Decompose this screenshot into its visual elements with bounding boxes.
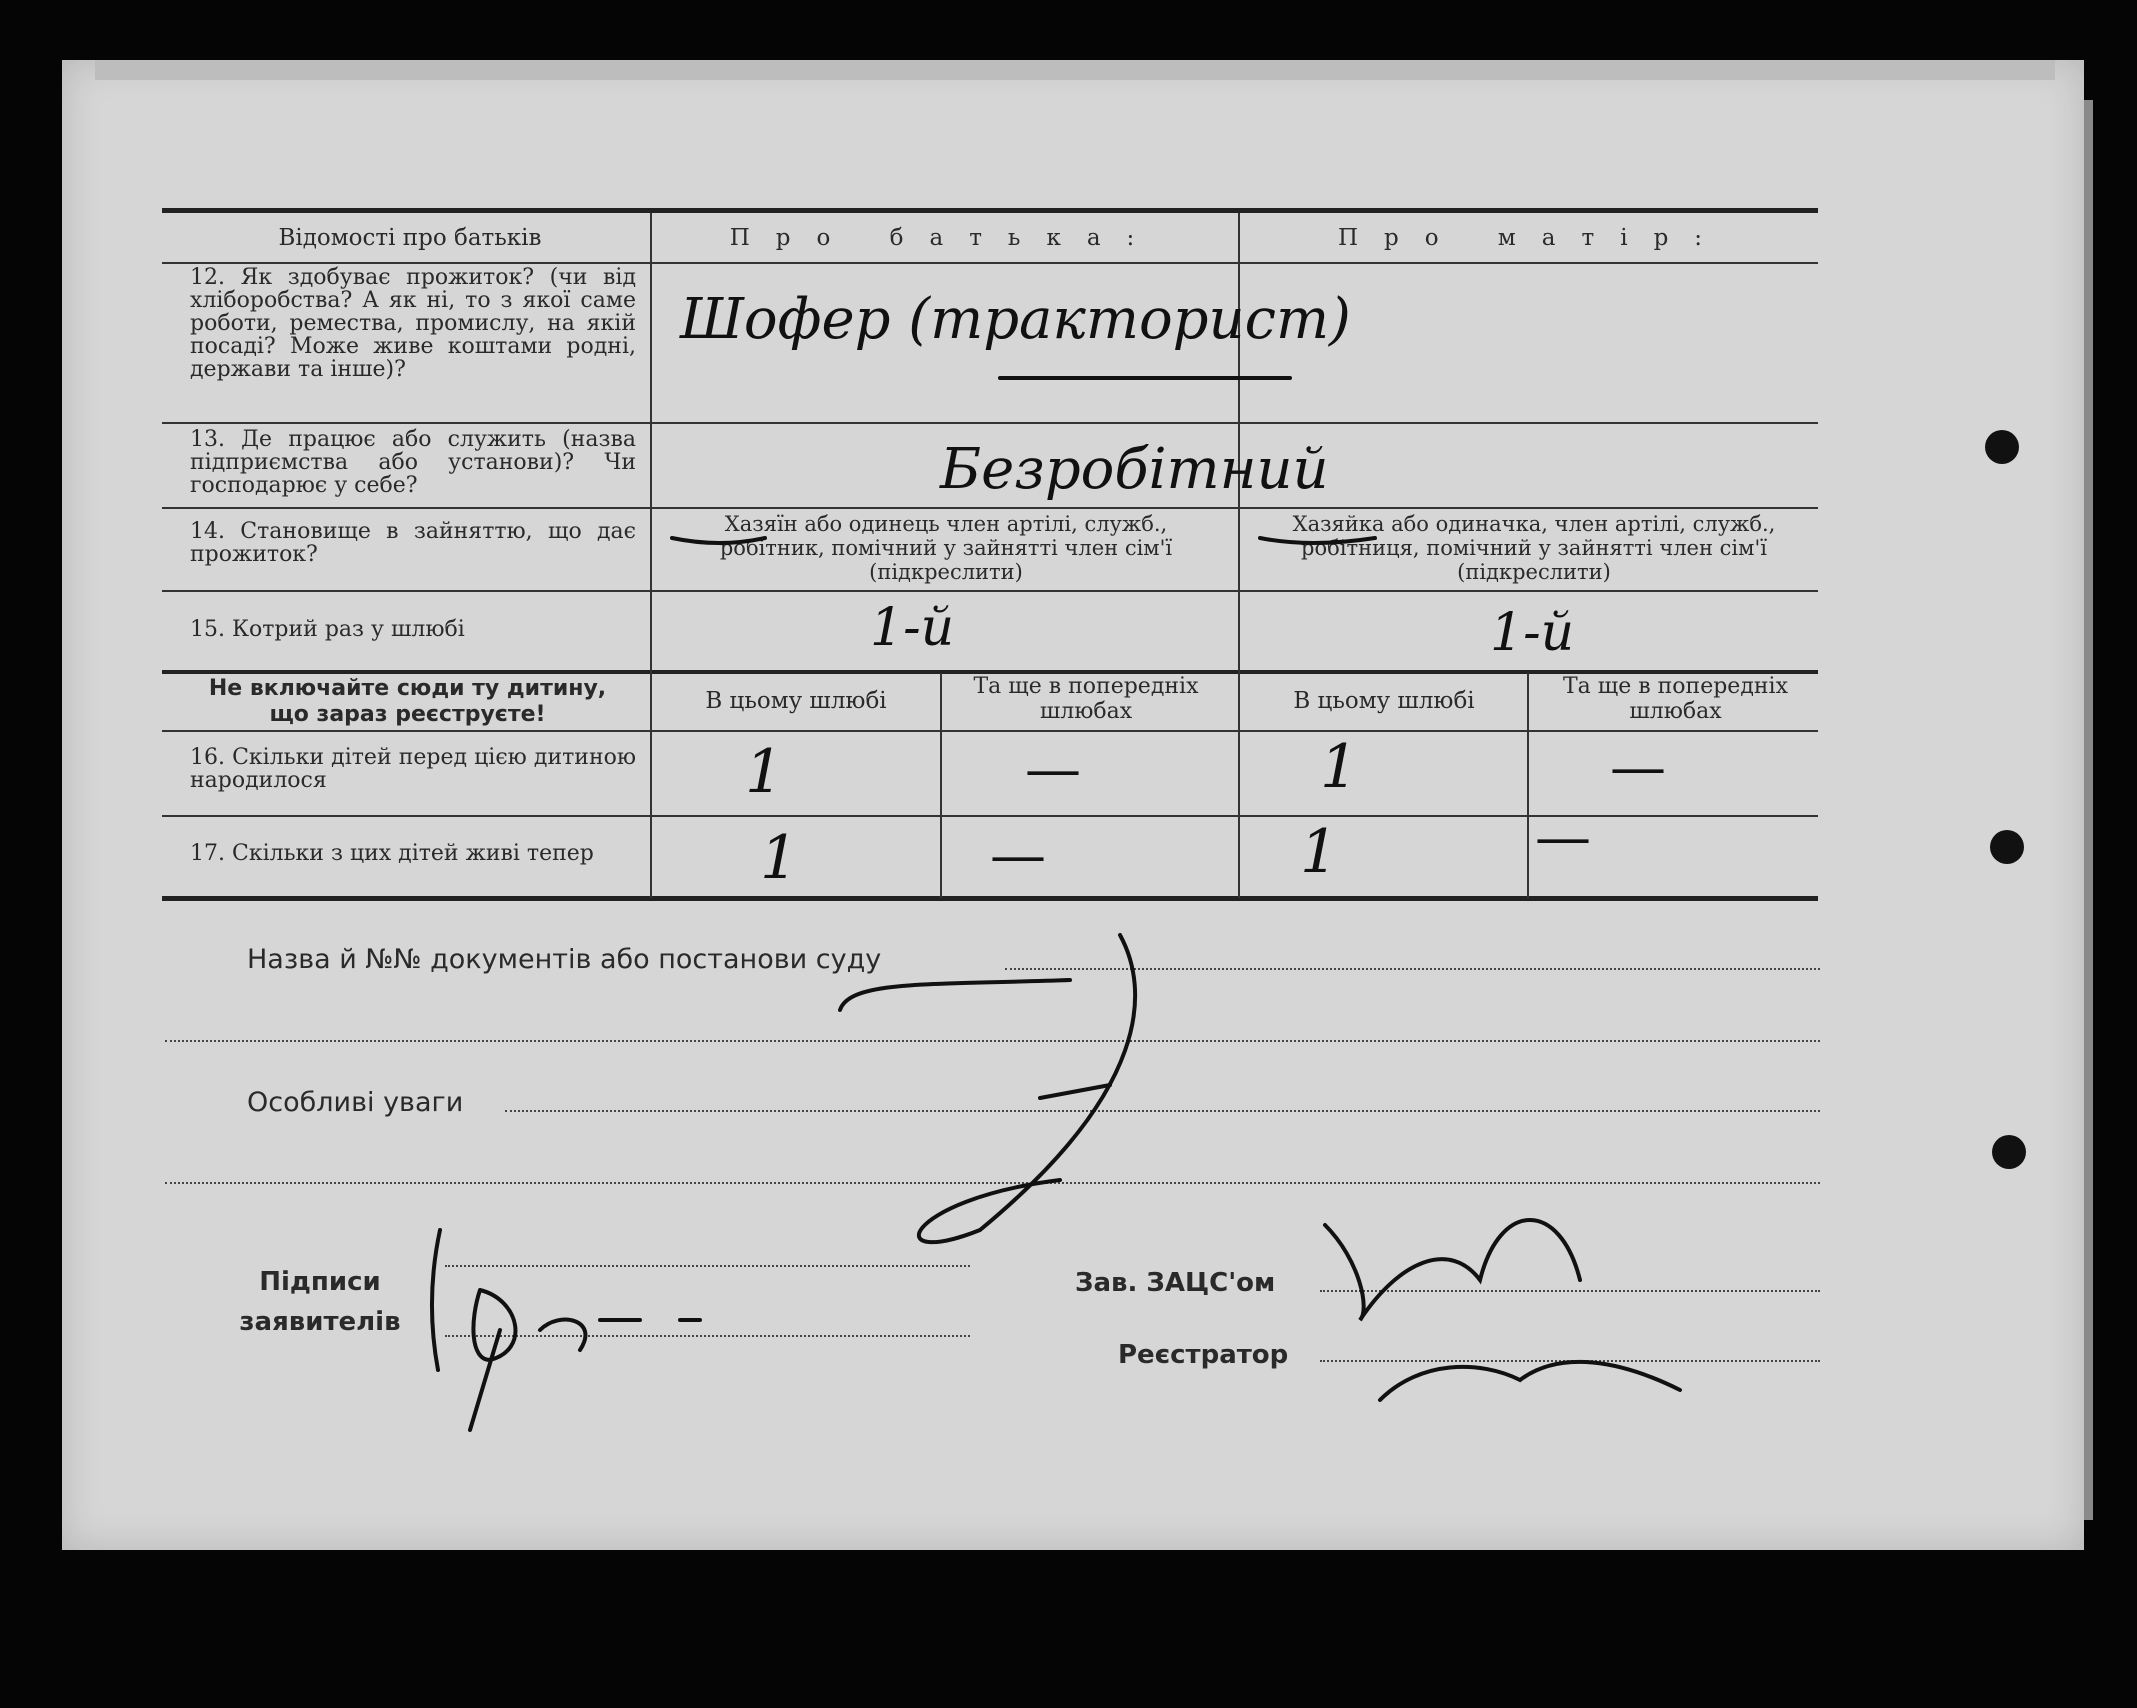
r16-mother-prev: — [1610,735,1666,800]
father-this-marriage-header: В цьому шлюбі [705,688,887,714]
label-line: заявителів [239,1307,401,1337]
row-13-label: 13. Де працює або служить (назва підприємства або установи)? Чи господарює у себе? [190,427,636,498]
father-marriage-count: 1-й [870,598,955,658]
row-17-label: 17. Скільки з цих дітей живі тепер [190,841,594,866]
option-line: робітник, помічний у зайнятті член сім'ї [719,536,1173,560]
note-line: Не включайте сюди ту дитину, [208,676,607,701]
row-12-label: 12. Як здобуває прожиток? (чи від хліборобства? А як ні, то з якої саме роботи, ремества, промислу, на якій посаді? Може живе коштами родні, держави та інше)? [190,265,636,382]
header-info-label: Відомості про батьків [278,225,542,251]
r16-mother-this: 1 [1320,732,1359,802]
row-16-label: 16. Скільки дітей перед цією дитиною народилося [190,745,636,793]
r17-father-prev: — [990,823,1046,888]
header-mother: Про матір: [1337,225,1729,251]
registrar-label: Реєстратор [1118,1340,1289,1370]
underline-father-option [672,538,765,543]
applicant-signature [470,1290,700,1430]
row-15-label: 15. Котрий раз у шлюбі [190,617,465,642]
header-father: Про батька: [729,225,1161,251]
notes-label: Особливі уваги [247,1087,464,1118]
r17-mother-this: 1 [1300,817,1339,887]
option-line: Хазяйка або одиначка, член артілі, служб., [1292,512,1776,536]
dash-stroke [840,980,1070,1010]
r16-father-this: 1 [745,737,784,807]
registrar-signature [1325,1220,1680,1400]
row-14-label: 14. Становище в зайняттю, що дає прожиток? [190,519,636,567]
brace-stroke [432,1230,440,1370]
option-line: (підкреслити) [1457,560,1611,584]
documents-label: Назва й №№ документів або постанови суду [247,944,882,975]
head-registry-label: Зав. ЗАЦС'ом [1075,1268,1276,1298]
father-occupation-value: Шофер (тракторист) [680,287,1351,352]
mother-prev-marriages-header: Та ще в попередніх шлюбах [1563,674,1788,724]
option-line: Хазяїн або одинець член артілі, служб., [724,512,1168,536]
mother-marriage-count: 1-й [1490,603,1575,663]
r16-father-prev: — [1025,737,1081,802]
r17-father-this: 1 [760,823,799,893]
father-prev-marriages-header: Та ще в попередніх шлюбах [973,674,1199,724]
r17-mother-prev: — [1535,805,1591,870]
father-workplace-value: Безробітний [940,437,1329,502]
option-line: (підкреслити) [869,560,1023,584]
option-line: робітниця, помічний у зайнятті член сім'ї [1301,536,1767,560]
note-line: що зараз реєструєте! [269,702,546,727]
cross-stroke [1040,1085,1110,1098]
underline-mother-option [1260,538,1375,543]
mother-this-marriage-header: В цьому шлюбі [1293,688,1475,714]
label-line: Підписи [259,1267,381,1297]
